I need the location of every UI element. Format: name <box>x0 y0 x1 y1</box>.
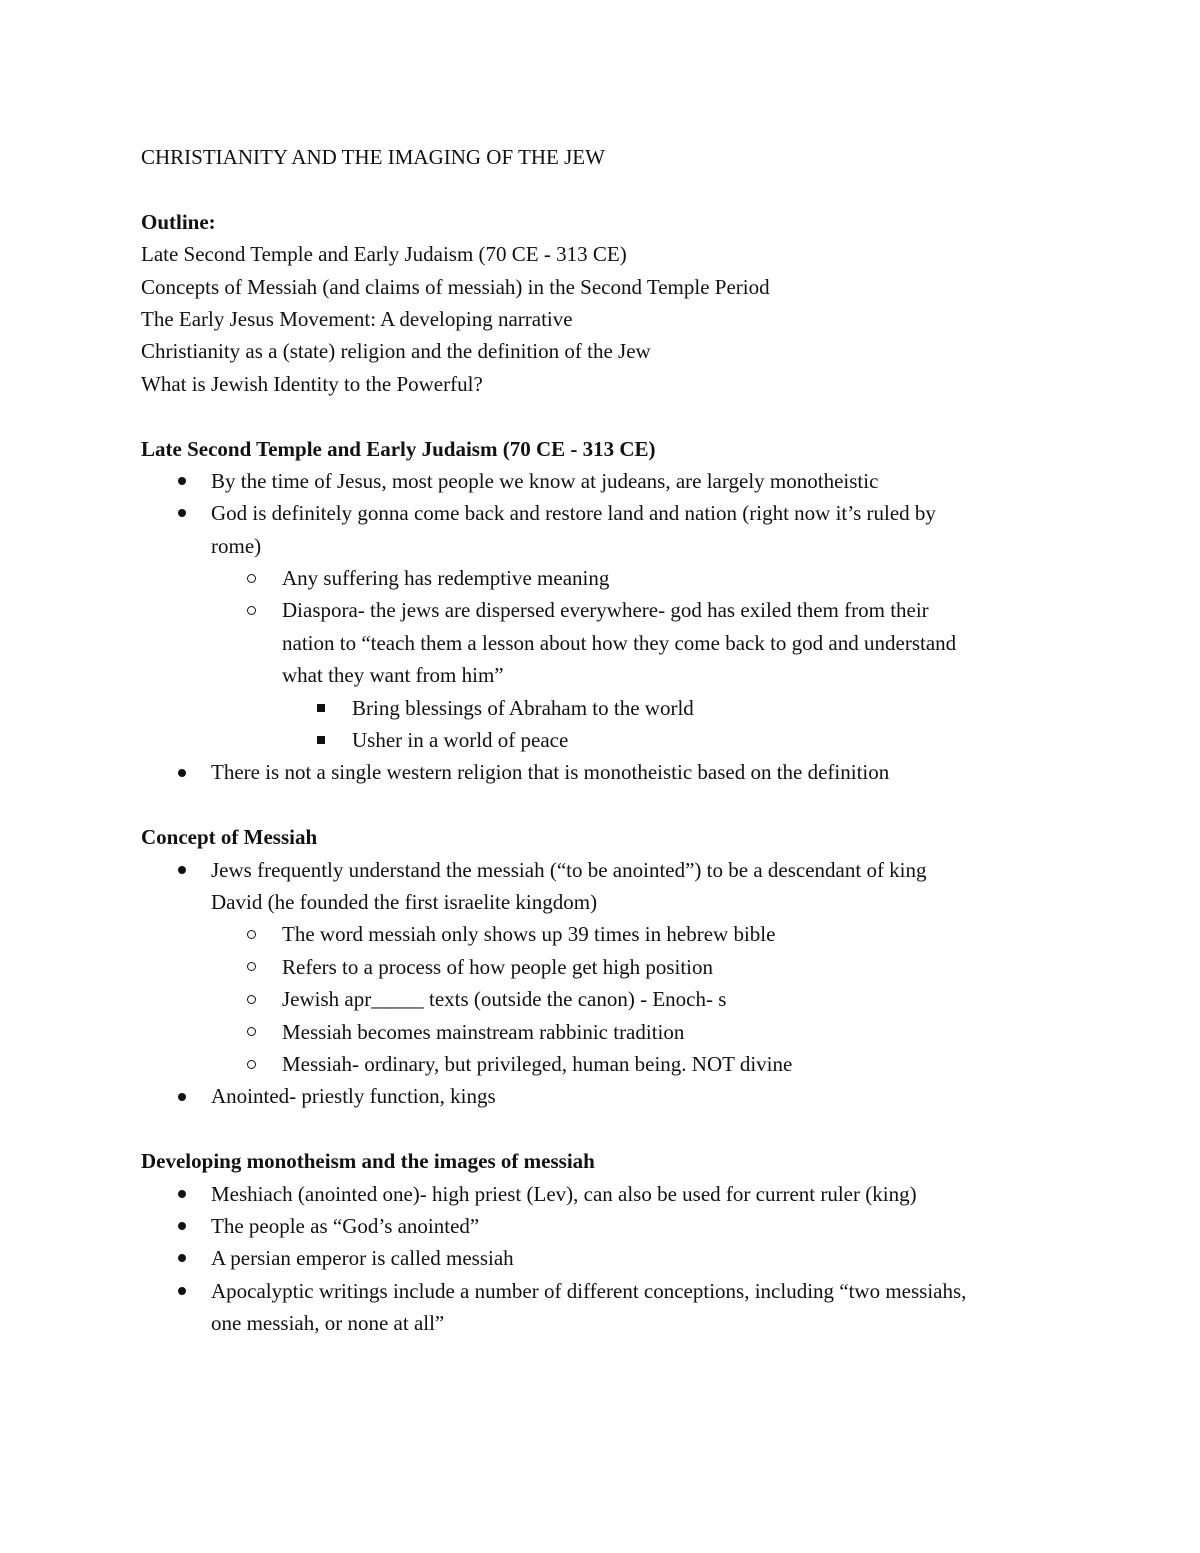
list-item <box>141 465 1071 497</box>
bullet-disc-icon <box>178 756 186 788</box>
list-item-text: Jewish apr_____ texts (outside the canon) - Enoch- s <box>282 987 727 1012</box>
list-item-text: Usher in a world of peace <box>352 728 569 753</box>
bullet-disc-icon <box>178 1242 186 1274</box>
list-item-text: The word messiah only shows up 39 times in hebrew bible <box>282 922 776 947</box>
list-item <box>141 1080 1071 1112</box>
section-heading: Concept of Messiah <box>141 825 318 850</box>
outline-item: Christianity as a (state) religion and the definition of the Jew <box>141 339 651 364</box>
list-item <box>141 951 1071 983</box>
list-item-text: Refers to a process of how people get high position <box>282 954 713 979</box>
list-item <box>141 854 1071 919</box>
list-item <box>141 1178 1071 1210</box>
list-item <box>141 1242 1071 1274</box>
outline-item: What is Jewish Identity to the Powerful? <box>141 371 483 396</box>
outline-item: The Early Jesus Movement: A developing narrative <box>141 306 573 331</box>
list-item-text-continued: one messiah, or none at all” <box>211 1311 445 1336</box>
bullet-disc-icon <box>178 854 186 886</box>
list-item-text-continued: David (he founded the first israelite kingdom) <box>211 889 598 914</box>
list-item-text: Jews frequently understand the messiah (“to be anointed”) to be a descendant of king <box>211 857 927 882</box>
list-item <box>141 724 1071 756</box>
list-item-text: There is not a single western religion that is monotheistic based on the definition <box>211 760 890 785</box>
section-heading: Developing monotheism and the images of messiah <box>141 1149 595 1174</box>
blank-line <box>141 173 1071 205</box>
document-title: CHRISTIANITY AND THE IMAGING OF THE JEW <box>141 145 605 169</box>
list-item-text: Bring blessings of Abraham to the world <box>352 695 694 720</box>
blank-line <box>141 1113 1071 1145</box>
list-item <box>141 497 1071 562</box>
list-item-text: God is definitely gonna come back and restore land and nation (right now it’s ruled by <box>211 501 936 526</box>
list-item-text: Meshiach (anointed one)- high priest (Lev), can also be used for current ruler (king) <box>211 1181 917 1206</box>
bullet-disc-icon <box>178 497 186 529</box>
outline-heading: Outline: <box>141 209 216 234</box>
list-item-text: Messiah becomes mainstream rabbinic tradition <box>282 1019 685 1044</box>
list-item-text: By the time of Jesus, most people we know at judeans, are largely monotheistic <box>211 468 879 493</box>
list-item <box>141 594 1071 691</box>
list-item-text: Diaspora- the jews are dispersed everywhere- god has exiled them from their <box>282 598 929 623</box>
list-item-text: A persian emperor is called messiah <box>211 1246 514 1271</box>
bullet-circle-icon <box>247 983 256 1015</box>
blank-line <box>141 789 1071 821</box>
list-item <box>141 1016 1071 1048</box>
list-item-text: Any suffering has redemptive meaning <box>282 566 610 591</box>
list-item-text: Apocalyptic writings include a number of different conceptions, including “two messiahs, <box>211 1278 967 1303</box>
list-item <box>141 756 1071 788</box>
bullet-disc-icon <box>178 1210 186 1242</box>
list-item-text-continued: nation to “teach them a lesson about how they come back to god and understand <box>282 630 957 655</box>
list-item <box>141 918 1071 950</box>
list-item-text: The people as “God’s anointed” <box>211 1213 480 1238</box>
blank-line <box>141 400 1071 432</box>
bullet-disc-icon <box>178 1275 186 1307</box>
list-item <box>141 983 1071 1015</box>
list-item <box>141 1275 1071 1340</box>
bullet-circle-icon <box>247 1048 256 1080</box>
list-item-text: Messiah- ordinary, but privileged, human being. NOT divine <box>282 1051 793 1076</box>
bullet-disc-icon <box>178 1178 186 1210</box>
list-item-text: Anointed- priestly function, kings <box>211 1084 496 1109</box>
bullet-disc-icon <box>178 465 186 497</box>
bullet-circle-icon <box>247 562 256 594</box>
section-heading: Late Second Temple and Early Judaism (70 CE - 313 CE) <box>141 436 656 461</box>
list-item <box>141 562 1071 594</box>
bullet-disc-icon <box>178 1080 186 1112</box>
list-item <box>141 1048 1071 1080</box>
document-page <box>141 141 1071 1339</box>
list-item-text-continued: rome) <box>211 533 262 558</box>
bullet-square-icon <box>317 692 325 724</box>
bullet-circle-icon <box>247 918 256 950</box>
outline-item: Concepts of Messiah (and claims of messiah) in the Second Temple Period <box>141 274 770 299</box>
bullet-square-icon <box>317 724 325 756</box>
list-item <box>141 1210 1071 1242</box>
list-item <box>141 692 1071 724</box>
bullet-circle-icon <box>247 1016 256 1048</box>
bullet-circle-icon <box>247 594 256 626</box>
bullet-circle-icon <box>247 951 256 983</box>
list-item-text-continued: what they want from him” <box>282 663 504 688</box>
outline-item: Late Second Temple and Early Judaism (70 CE - 313 CE) <box>141 242 627 267</box>
